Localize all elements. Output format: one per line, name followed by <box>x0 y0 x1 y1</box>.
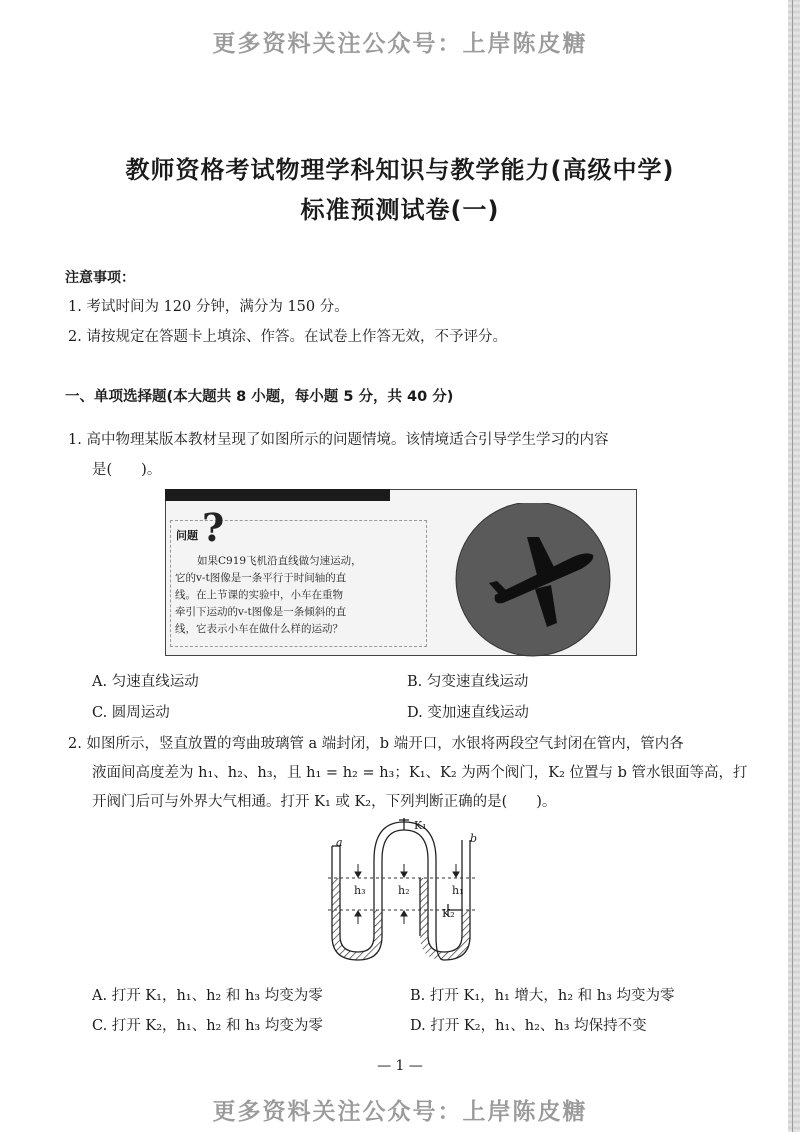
q2-label-h3: h₃ <box>354 884 366 897</box>
q1-option-c: C. 圆周运动 <box>92 705 170 721</box>
question-mark-icon <box>198 505 238 549</box>
q2-label-h2: h₂ <box>398 884 410 897</box>
q2-stem-line1: 2. 如图所示，竖直放置的弯曲玻璃管 a 端封闭，b 端开口，水银将两段空气封闭在管内，管内各 <box>68 736 684 752</box>
q2-label-a: a <box>336 836 343 849</box>
q1-option-d: D. 变加速直线运动 <box>407 705 529 721</box>
q1-figure-label: 问题 <box>176 529 198 542</box>
q2-option-b: B. 打开 K₁，h₁ 增大，h₂ 和 h₃ 均变为零 <box>410 988 675 1004</box>
q1-figure-bar <box>165 489 390 501</box>
q1-stem-line1: 1. 高中物理某版本教材呈现了如图所示的问题情境。该情境适合引导学生学习的内容 <box>68 432 609 448</box>
q2-label-h1: h₁ <box>452 884 464 897</box>
q1-option-a: A. 匀速直线运动 <box>92 674 199 690</box>
q1-figure-text-line: 如果C919飞机沿直线做匀速运动， <box>197 555 362 567</box>
section-heading: 一、单项选择题(本大题共 8 小题，每小题 5 分，共 40 分) <box>65 389 454 405</box>
q1-figure-text-line: 线。在上节课的实验中，小车在重物 <box>175 589 343 601</box>
q2-option-a: A. 打开 K₁，h₁、h₂ 和 h₃ 均变为零 <box>92 988 323 1004</box>
q2-stem-line3: 开阀门后可与外界大气相通。打开 K₁ 或 K₂，下列判断正确的是( )。 <box>92 794 557 810</box>
notice-item-2: 2. 请按规定在答题卡上填涂、作答。在试卷上作答无效，不予评分。 <box>68 329 507 345</box>
svg-text:?: ? <box>202 505 225 549</box>
notice-item-1: 1. 考试时间为 120 分钟，满分为 150 分。 <box>68 299 349 315</box>
q1-option-b: B. 匀变速直线运动 <box>407 674 529 690</box>
page-number: — 1 — <box>377 1058 423 1074</box>
q1-figure-text-line: 线，它表示小车在做什么样的运动？ <box>175 623 343 635</box>
q2-option-c: C. 打开 K₂，h₁、h₂ 和 h₃ 均变为零 <box>92 1018 323 1034</box>
paper-subtitle: 标准预测试卷(一) <box>300 196 500 224</box>
q1-figure-text-line: 牵引下运动的v-t图像是一条倾斜的直 <box>175 606 347 618</box>
watermark-bottom: 更多资料关注公众号：上岸陈皮糖 <box>212 1099 588 1125</box>
q2-stem-line2: 液面间高度差为 h₁、h₂、h₃，且 h₁ = h₂ = h₃；K₁、K₂ 为两个阀门，K₂ 位置与 b 管水银面等高，打 <box>92 765 748 781</box>
airplane-photo <box>455 503 615 663</box>
q2-label-b: b <box>470 832 478 845</box>
q2-label-k2: K₂ <box>442 907 455 920</box>
q2-label-k1: K₁ <box>414 819 427 832</box>
watermark-top: 更多资料关注公众号：上岸陈皮糖 <box>212 31 588 57</box>
notice-heading: 注意事项： <box>65 270 135 286</box>
q1-stem-line2: 是( )。 <box>92 462 162 478</box>
q1-figure-text-line: 它的v-t图像是一条平行于时间轴的直 <box>175 572 347 584</box>
q2-option-d: D. 打开 K₂，h₁、h₂、h₃ 均保持不变 <box>410 1018 647 1034</box>
q1-figure-text <box>175 553 420 638</box>
paper-title: 教师资格考试物理学科知识与教学能力(高级中学) <box>125 156 675 184</box>
